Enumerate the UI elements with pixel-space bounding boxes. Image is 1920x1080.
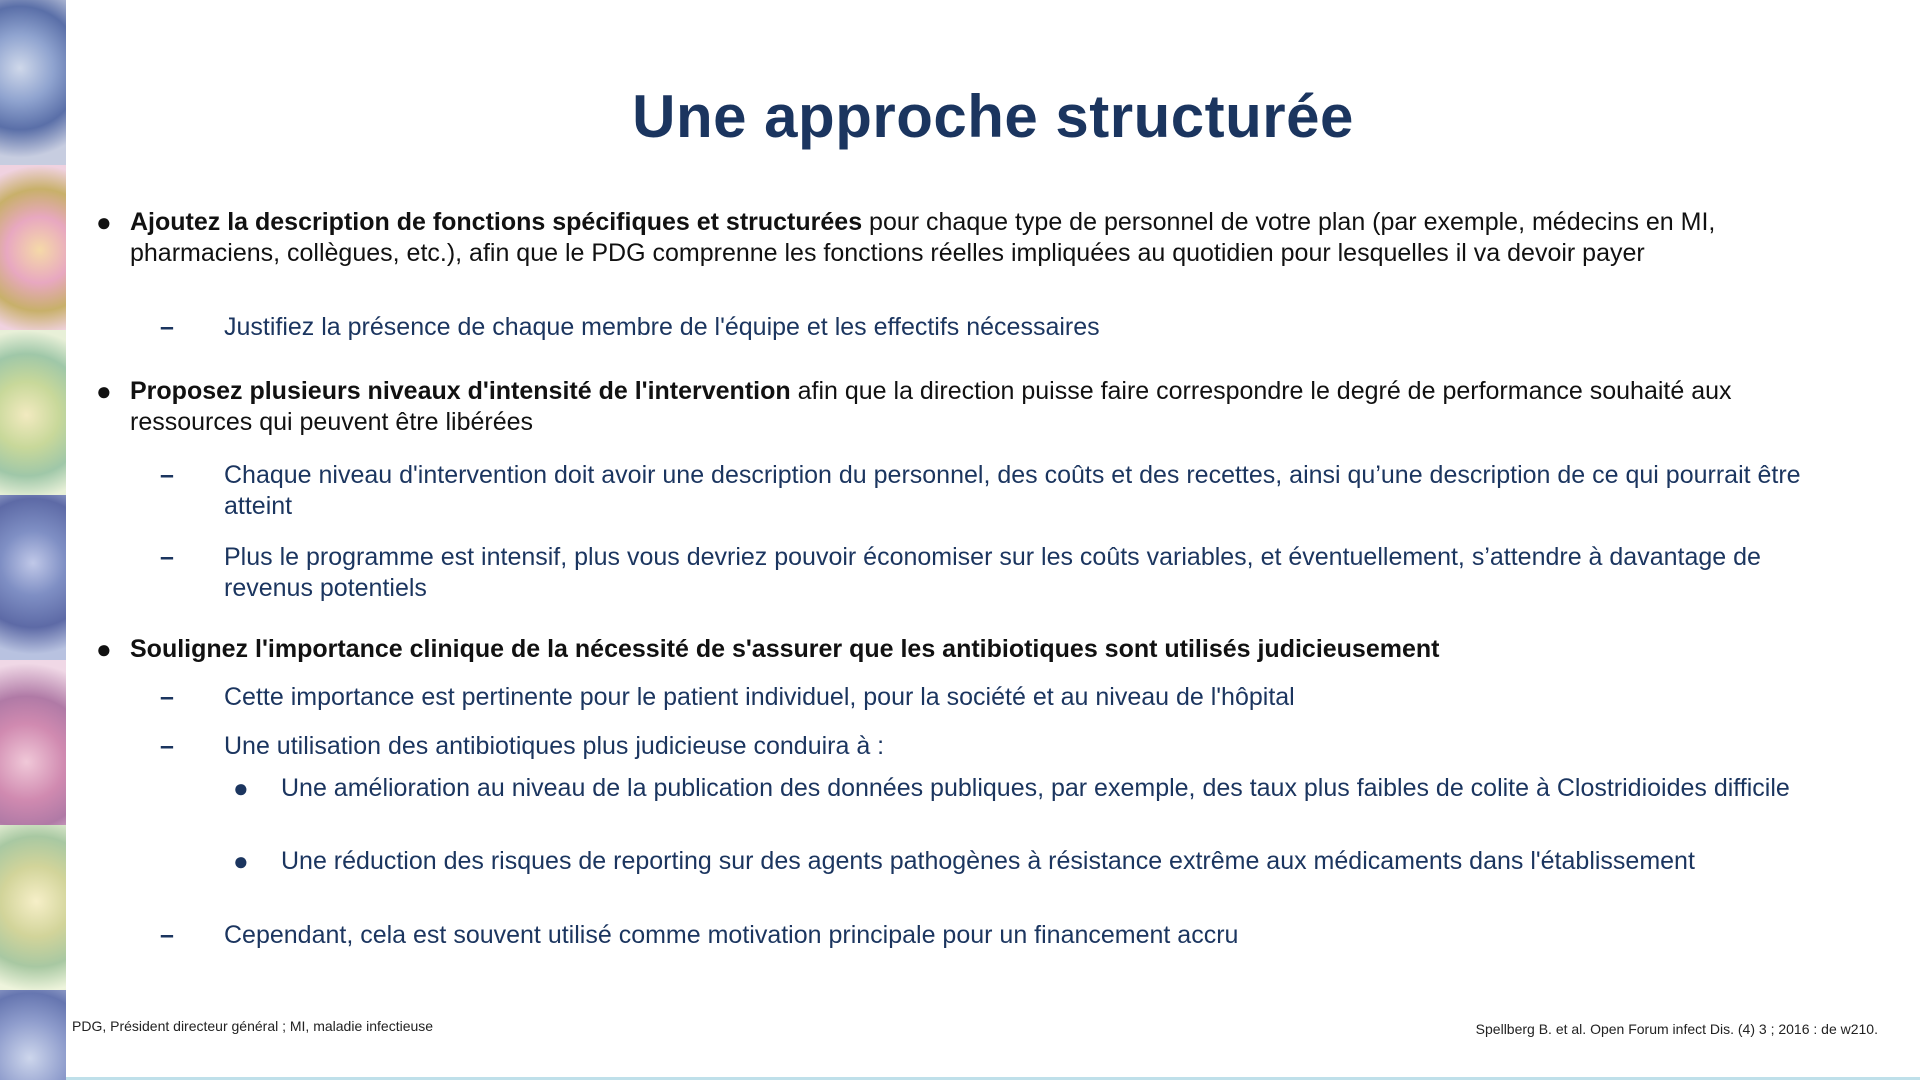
sub-bullet-3-2-text: Une utilisation des antibiotiques plus judicieuse conduira à : <box>224 732 885 760</box>
bullet-2 <box>96 376 1830 438</box>
sub-sub-bullet-3-2-1 <box>233 773 1821 804</box>
sub-bullet-1-1 <box>160 312 1824 343</box>
bullet-dot-icon: ● <box>96 634 112 664</box>
slide-title: Une approche structurée <box>632 83 1354 150</box>
sub-bullet-2-2 <box>160 542 1824 604</box>
bullet-2-bold: Proposez plusieurs niveaux d'intensité de l'intervention <box>130 377 791 405</box>
bullet-dot-icon: ● <box>233 773 249 803</box>
sub-bullet-3-3-text: Cependant, cela est souvent utilisé comme motivation principale pour un financement accru <box>224 921 1239 949</box>
sub-bullet-3-2 <box>160 731 1824 762</box>
sub-bullet-1-1-text: Justifiez la présence de chaque membre de l'équipe et les effectifs nécessaires <box>224 313 1100 341</box>
dash-icon: – <box>160 732 174 760</box>
dash-icon: – <box>160 921 174 949</box>
sub-sub-bullet-3-2-2-text: Une réduction des risques de reporting sur des agents pathogènes à résistance extrême aux médicaments dans l'établissement <box>281 847 1695 875</box>
sub-sub-bullet-3-2-1-text: Une amélioration au niveau de la publication des données publiques, par exemple, des taux plus faibles de colite à Clostridioides difficile <box>281 774 1790 802</box>
dash-icon: – <box>160 683 174 711</box>
bullet-dot-icon: ● <box>233 846 249 876</box>
bullet-1-bold: Ajoutez la description de fonctions spécifiques et structurées <box>130 208 863 236</box>
bullet-dot-icon: ● <box>96 207 112 237</box>
dash-icon: – <box>160 461 174 489</box>
reference-footnote: Spellberg B. et al. Open Forum infect Dis. (4) 3 ; 2016 : de w210. <box>1475 1021 1878 1037</box>
sub-bullet-2-2-text: Plus le programme est intensif, plus vous devriez pouvoir économiser sur les coûts variables, et éventuellement, s’attendre à davantage de revenus potentiels <box>224 543 1761 602</box>
sub-bullet-3-1 <box>160 682 1824 713</box>
sub-bullet-2-1 <box>160 460 1824 522</box>
bullet-dot-icon: ● <box>96 376 112 406</box>
dash-icon: – <box>160 313 174 341</box>
bullet-2-text: afin que la direction puisse faire correspondre le degré de performance souhaité aux ressources qui peuvent être libérées <box>130 377 1732 436</box>
sub-bullet-3-3 <box>160 920 1824 951</box>
sub-sub-bullet-3-2-2 <box>233 846 1821 877</box>
bullet-1-text: pour chaque type de personnel de votre plan (par exemple, médecins en MI, pharmaciens, collègues, etc.), afin que le PDG comprenne les fonctions réelles impliquées au quotidien pour lesquelles il va devoir payer <box>130 208 1716 267</box>
dash-icon: – <box>160 543 174 571</box>
bullet-3-bold: Soulignez l'importance clinique de la nécessité de s'assurer que les antibiotiques sont utilisés judicieusement <box>130 635 1440 663</box>
bullet-3 <box>96 634 1830 665</box>
bullet-1 <box>96 207 1830 269</box>
abbreviations-footnote: PDG, Président directeur général ; MI, maladie infectieuse <box>72 1018 434 1034</box>
sub-bullet-3-1-text: Cette importance est pertinente pour le patient individuel, pour la société et au niveau de l'hôpital <box>224 683 1295 711</box>
sub-bullet-2-1-text: Chaque niveau d'intervention doit avoir une description du personnel, des coûts et des recettes, ainsi qu’une description de ce qui pourrait être atteint <box>224 461 1801 520</box>
